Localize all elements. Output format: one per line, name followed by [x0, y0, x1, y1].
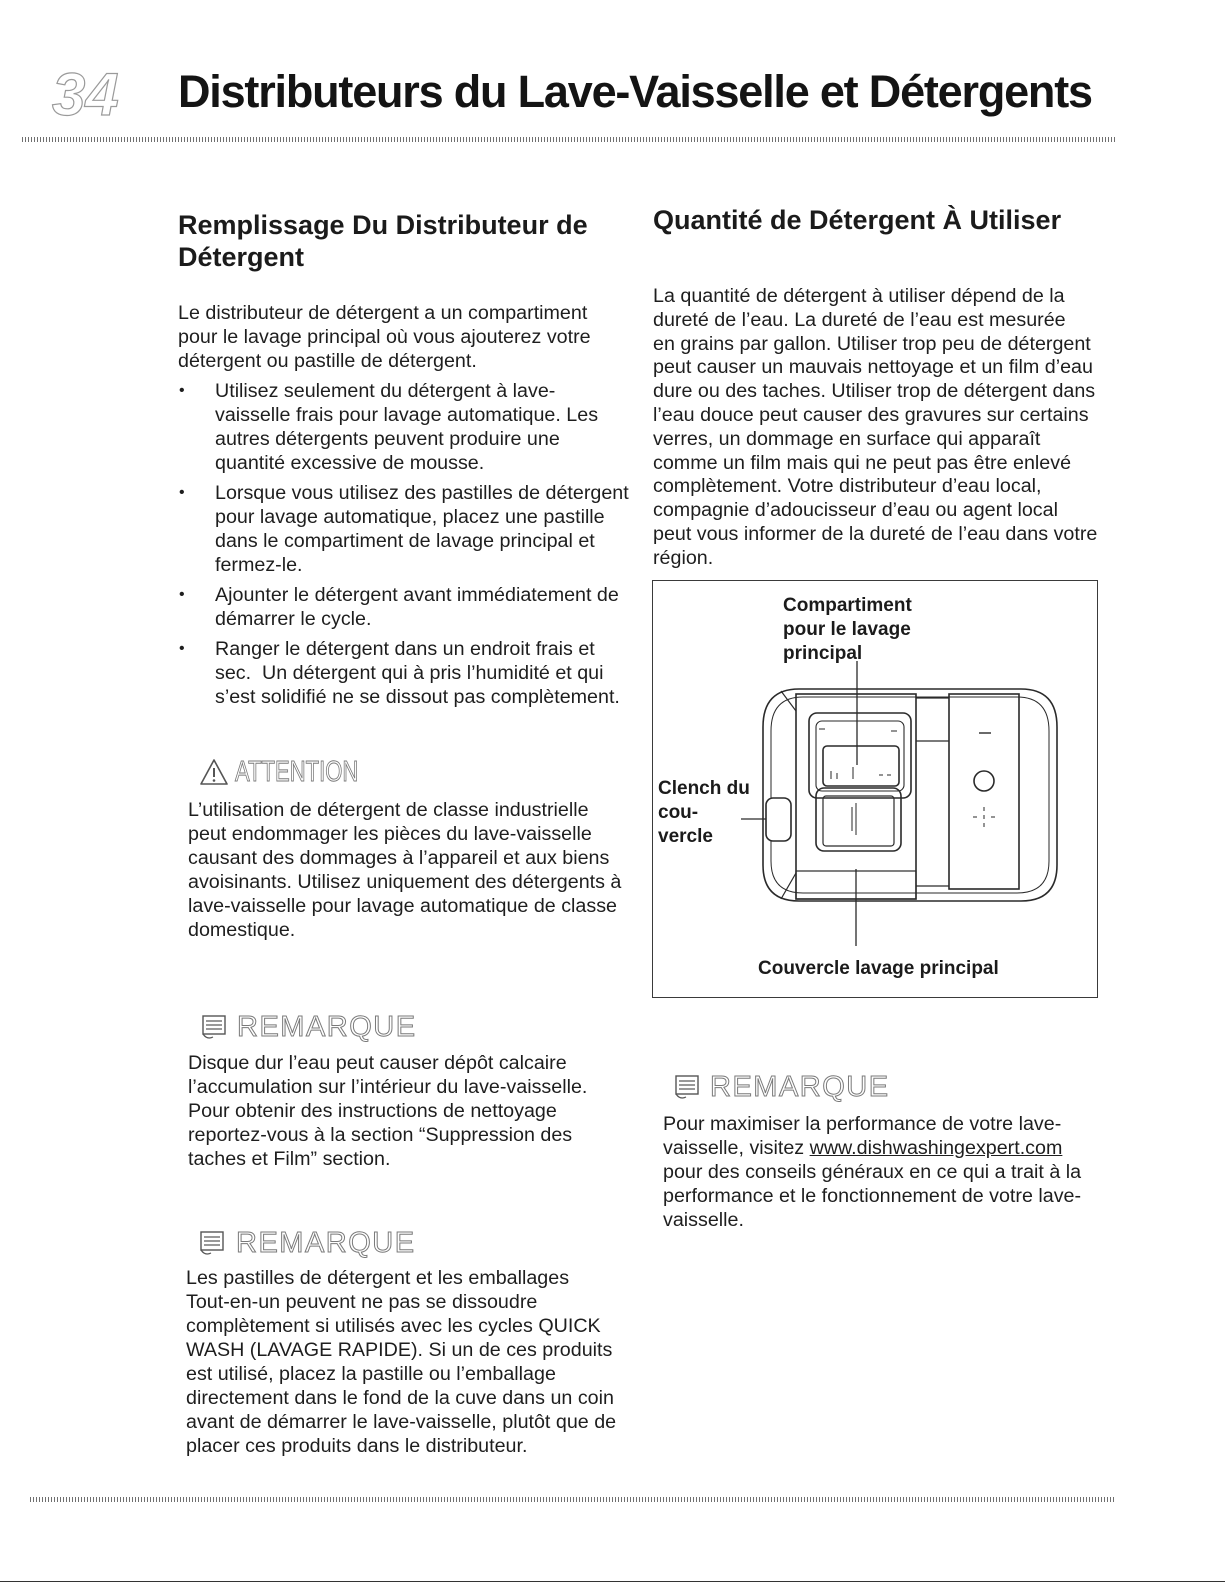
- dispenser-diagram: [652, 580, 1098, 998]
- text-line: peut endommager les pièces du lave-vaisselle: [188, 823, 592, 845]
- text-line: dans le compartiment de lavage principal et: [215, 530, 595, 552]
- page-title: Distributeurs du Lave-Vaisselle et Détergents: [178, 66, 1092, 117]
- text-line: principal: [783, 643, 863, 664]
- attention-label: ATTENTION: [235, 756, 359, 788]
- text-line: dureté de l’eau. La dureté de l’eau est mesurée: [653, 308, 1066, 331]
- text-line: vercle: [658, 826, 713, 847]
- text-line: cou-: [658, 802, 699, 823]
- warning-icon: [199, 758, 229, 786]
- list-item: [178, 481, 648, 577]
- compartment-rim: [816, 721, 904, 791]
- text-line: avoisinants. Utilisez uniquement des détergents à: [188, 871, 622, 893]
- note-icon: [199, 1013, 229, 1041]
- text-line: domestique.: [188, 919, 296, 941]
- text-line: L’utilisation de détergent de classe industrielle: [188, 799, 589, 821]
- text-line: sec. Un détergent qui à pris l’humidité et qui: [215, 662, 604, 684]
- note-paragraph-website: [663, 1112, 1081, 1232]
- header-rule: [22, 137, 1115, 142]
- cover-latch: [766, 798, 791, 841]
- list-item: [178, 583, 648, 631]
- text-line: détergent ou pastille de détergent.: [178, 350, 477, 372]
- text-line: vaisselle.: [663, 1209, 744, 1231]
- compartment-label: [783, 594, 912, 666]
- text-line: autres détergents peuvent produire une: [215, 428, 560, 450]
- note-icon: [672, 1073, 702, 1101]
- cover-label: Couvercle lavage principal: [758, 958, 999, 979]
- text-line: taches et Film” section.: [188, 1148, 391, 1170]
- rinse-aid-cap: [974, 771, 994, 791]
- text-line: quantité excessive de mousse.: [215, 452, 485, 474]
- text-line: Les pastilles de détergent et les emballages: [186, 1267, 570, 1289]
- cover-inner-panel: [823, 796, 894, 846]
- list-item: [178, 379, 648, 475]
- text-line: l’accumulation sur l’intérieur du lave-vaisselle.: [188, 1076, 588, 1098]
- text-line: pour le lavage: [783, 619, 911, 640]
- text-line: Le distributeur de détergent a un compartiment: [178, 302, 588, 324]
- text-line: lave-vaisselle pour lavage automatique de classe: [188, 895, 618, 917]
- quantity-paragraph: [653, 285, 1097, 571]
- page-number: 34: [52, 61, 119, 128]
- compartment-fill-window: [823, 746, 899, 786]
- text-line: Pour obtenir des instructions de nettoyage: [188, 1100, 557, 1122]
- text-line: vaisselle frais pour lavage automatique. Les: [215, 404, 599, 426]
- text-line: en grains par gallon. Utiliser trop peu de détergent: [653, 332, 1091, 355]
- text-line: est utilisé, placez la pastille ou l’emballage: [186, 1363, 556, 1385]
- text-line: peut vous informer de la dureté de l’eau dans votre: [653, 522, 1098, 545]
- intro-paragraph: [178, 301, 591, 373]
- text-line: Détergent: [178, 242, 305, 272]
- section-heading-filling: [178, 209, 588, 273]
- text-span: vaisselle, visitez: [663, 1137, 810, 1159]
- website-link[interactable]: www.dishwashingexpert.com: [809, 1137, 1063, 1159]
- text-line: performance et le fonctionnement de votre lave-: [663, 1185, 1082, 1207]
- text-line: l’eau douce peut causer des gravures sur certains: [653, 403, 1089, 426]
- text-line: WASH (LAVAGE RAPIDE). Si un de ces produits: [186, 1339, 613, 1361]
- text-line: • Ranger le détergent dans un endroit frais et: [215, 638, 595, 660]
- text-line: Tout-en-un peuvent ne pas se dissoudre: [186, 1291, 538, 1313]
- text-line: démarrer le cycle.: [215, 608, 372, 630]
- text-line: complètement. Votre distributeur d’eau local,: [653, 475, 1042, 498]
- text-line: • Ajounter le détergent avant immédiatement de: [215, 584, 619, 606]
- text-line: causant des dommages à l’appareil et aux biens: [188, 847, 610, 869]
- text-line: directement dans le fond de la cuve dans un coin: [186, 1387, 614, 1409]
- text-line: comme un film mais qui ne peut pas être enlevé: [653, 451, 1072, 474]
- list-item: [178, 637, 648, 709]
- text-line: fermez-le.: [215, 554, 303, 576]
- note-paragraph-limescale: [188, 1051, 587, 1171]
- text-line: La quantité de détergent à utiliser dépend de la: [653, 285, 1065, 307]
- note-label: REMARQUE: [237, 1011, 417, 1043]
- note-icon: [197, 1229, 227, 1257]
- text-line: région.: [653, 546, 714, 569]
- text-line: • Lorsque vous utilisez des pastilles de détergent: [215, 482, 629, 504]
- text-line: s’est solidifié ne se dissout pas complètement.: [215, 686, 620, 708]
- text-line: complètement si utilisés avec les cycles QUICK: [186, 1315, 601, 1337]
- display-markings: [819, 729, 897, 779]
- text-line: reportez-vous à la section “Suppression des: [188, 1124, 573, 1146]
- text-line: compagnie d’adoucisseur d’eau ou agent local: [653, 499, 1058, 522]
- text-line: pour le lavage principal où vous ajouterez votre: [178, 326, 591, 348]
- text-line: placer ces produits dans le distributeur.: [186, 1435, 528, 1457]
- scan-edge-line: [0, 1581, 1225, 1582]
- attention-paragraph: [188, 798, 621, 942]
- latch-label: [658, 777, 750, 849]
- text-line: avant de démarrer le lave-vaisselle, plutôt que de: [186, 1411, 617, 1433]
- note-paragraph-tablets: [186, 1266, 616, 1458]
- footer-rule: [30, 1497, 1115, 1502]
- note-label: REMARQUE: [710, 1071, 890, 1103]
- perspective-line: [781, 873, 796, 899]
- section-heading-quantity: Quantité de Détergent À Utiliser: [653, 205, 1062, 235]
- text-line: Clench du: [658, 778, 750, 799]
- text-line: Compartiment: [783, 595, 912, 616]
- rinse-aid-indicator: [973, 807, 995, 827]
- text-line: [663, 1136, 1081, 1160]
- text-line: pour lavage automatique, placez une pastille: [215, 506, 605, 528]
- text-line: dure ou des taches. Utiliser trop de détergent dans: [653, 380, 1096, 403]
- text-line: pour des conseils généraux en ce qui a trait à la: [663, 1161, 1082, 1183]
- text-line: Disque dur l’eau peut causer dépôt calcaire: [188, 1052, 567, 1074]
- perspective-line: [781, 691, 796, 711]
- instruction-list: [178, 379, 648, 715]
- text-line: verres, un dommage en surface qui apparaît: [653, 427, 1041, 450]
- text-line: Pour maximiser la performance de votre lave-: [663, 1113, 1062, 1135]
- text-line: • Utilisez seulement du détergent à lave-: [215, 380, 556, 402]
- note-label: REMARQUE: [236, 1227, 416, 1259]
- text-line: peut causer un mauvais nettoyage et un film d’eau: [653, 356, 1093, 379]
- text-line: Remplissage Du Distributeur de: [178, 210, 588, 240]
